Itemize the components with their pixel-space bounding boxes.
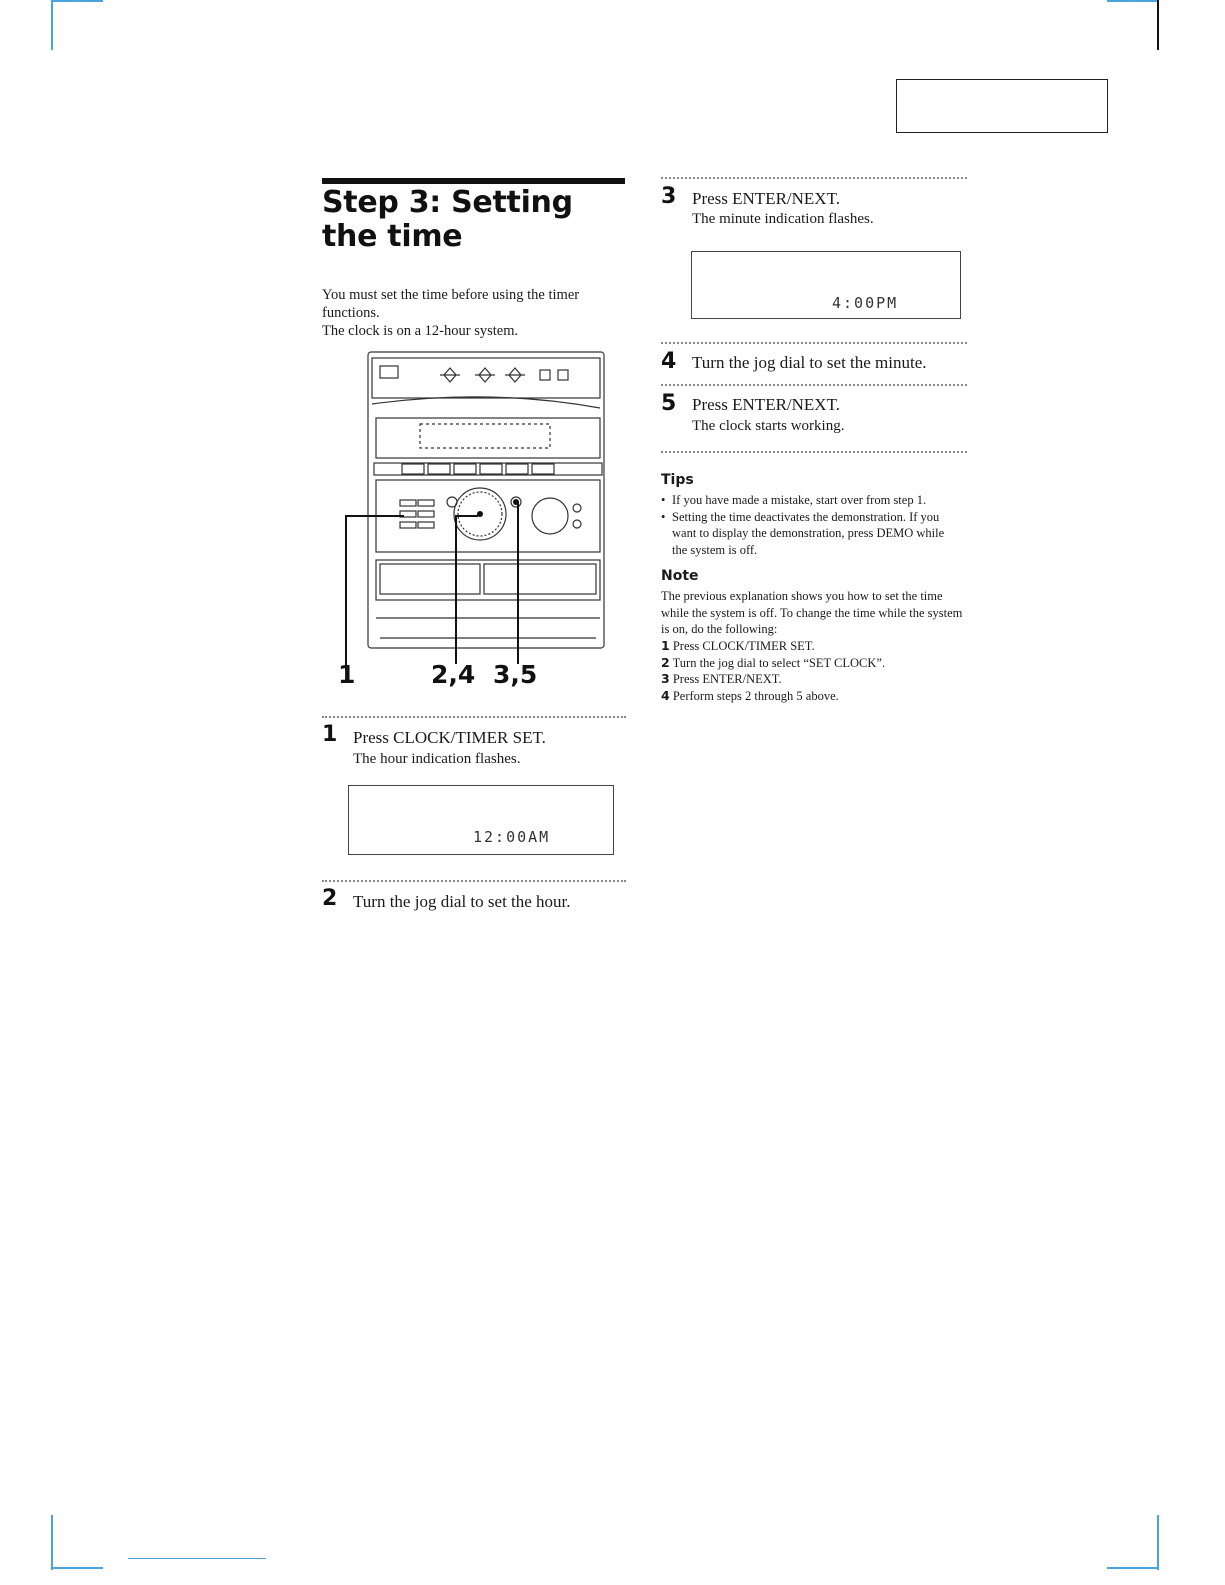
step-3-instruction: Press ENTER/NEXT. bbox=[692, 189, 840, 208]
note-heading: Note bbox=[661, 568, 699, 584]
step-4-number: 4 bbox=[661, 349, 677, 374]
callout-label-3-5: 3,5 bbox=[493, 660, 538, 689]
separator-rule bbox=[661, 451, 967, 453]
intro-line-1: You must set the time before using the timer functions. bbox=[322, 287, 580, 321]
separator-rule bbox=[322, 716, 626, 718]
note-step-number: 1 bbox=[661, 638, 670, 653]
callout-label-1: 1 bbox=[338, 660, 356, 689]
note-step-number: 2 bbox=[661, 654, 670, 670]
stereo-illustration bbox=[340, 348, 610, 698]
note-step-number: 4 bbox=[661, 687, 670, 703]
lcd-display-hour bbox=[348, 785, 614, 855]
separator-rule bbox=[661, 342, 967, 344]
note-step bbox=[661, 671, 971, 688]
lcd-readout: 12:00AM bbox=[473, 828, 551, 846]
bottom-link-rule bbox=[128, 1558, 266, 1559]
tip-text: Setting the time deactivates the demonstration. If you want to display the demonstration, press DEMO while the system is off. bbox=[672, 509, 945, 557]
step-2-instruction: Turn the jog dial to set the hour. bbox=[353, 892, 571, 911]
tip-item bbox=[661, 492, 971, 509]
step-1-result: The hour indication flashes. bbox=[353, 751, 521, 767]
crop-mark-bottom-left-h bbox=[53, 1567, 103, 1569]
separator-rule bbox=[322, 880, 626, 882]
step-3-result: The minute indication flashes. bbox=[692, 211, 874, 227]
title-bar bbox=[322, 178, 625, 184]
crop-mark-top-left-h bbox=[53, 0, 103, 2]
note-step bbox=[661, 688, 971, 705]
tips-list bbox=[661, 492, 971, 558]
crop-mark-bottom-left-v bbox=[51, 1515, 53, 1570]
step-4-instruction: Turn the jog dial to set the minute. bbox=[692, 353, 927, 372]
note-step-number: 3 bbox=[661, 671, 670, 686]
bullet-icon: • bbox=[661, 509, 666, 524]
tip-item bbox=[661, 509, 971, 559]
step-5-instruction: Press ENTER/NEXT. bbox=[692, 395, 840, 414]
note-step bbox=[661, 655, 971, 672]
separator-rule bbox=[661, 384, 967, 386]
lcd-display-minute bbox=[691, 251, 961, 319]
note-step bbox=[661, 638, 971, 655]
crop-mark-top-right-h bbox=[1107, 0, 1157, 2]
step-3-number: 3 bbox=[661, 184, 677, 209]
crop-mark-bottom-right-h bbox=[1107, 1567, 1157, 1569]
tips-heading: Tips bbox=[661, 472, 694, 488]
intro-line-2: The clock is on a 12-hour system. bbox=[322, 323, 519, 339]
note-step-text: Press ENTER/NEXT. bbox=[672, 672, 782, 686]
note-step-text: Turn the jog dial to select “SET CLOCK”. bbox=[672, 655, 886, 670]
step-1-number: 1 bbox=[322, 722, 338, 747]
lcd-readout: 4:00PM bbox=[832, 294, 899, 312]
note-steps bbox=[661, 638, 971, 704]
step-1-instruction: Press CLOCK/TIMER SET. bbox=[353, 728, 546, 747]
step-2-number: 2 bbox=[322, 886, 338, 911]
section-tab-box bbox=[896, 79, 1108, 133]
note-step-text: Press CLOCK/TIMER SET. bbox=[672, 639, 815, 653]
page-title: Step 3: Setting the time bbox=[322, 185, 573, 254]
intro-text bbox=[322, 286, 627, 340]
step-5-result: The clock starts working. bbox=[692, 418, 845, 434]
bullet-icon: • bbox=[661, 493, 666, 507]
separator-rule bbox=[661, 177, 967, 179]
callout-label-2-4: 2,4 bbox=[431, 660, 476, 689]
crop-mark-bottom-right-v bbox=[1157, 1515, 1159, 1570]
crop-mark-top-left-v bbox=[51, 0, 53, 50]
tip-text: If you have made a mistake, start over from step 1. bbox=[672, 493, 927, 507]
note-body: The previous explanation shows you how to set the time while the system is off. To change the time while the system is on, do the following: bbox=[661, 589, 963, 636]
step-5-number: 5 bbox=[661, 391, 677, 416]
note-step-text: Perform steps 2 through 5 above. bbox=[672, 688, 839, 703]
crop-mark-top-right-v bbox=[1157, 0, 1159, 50]
